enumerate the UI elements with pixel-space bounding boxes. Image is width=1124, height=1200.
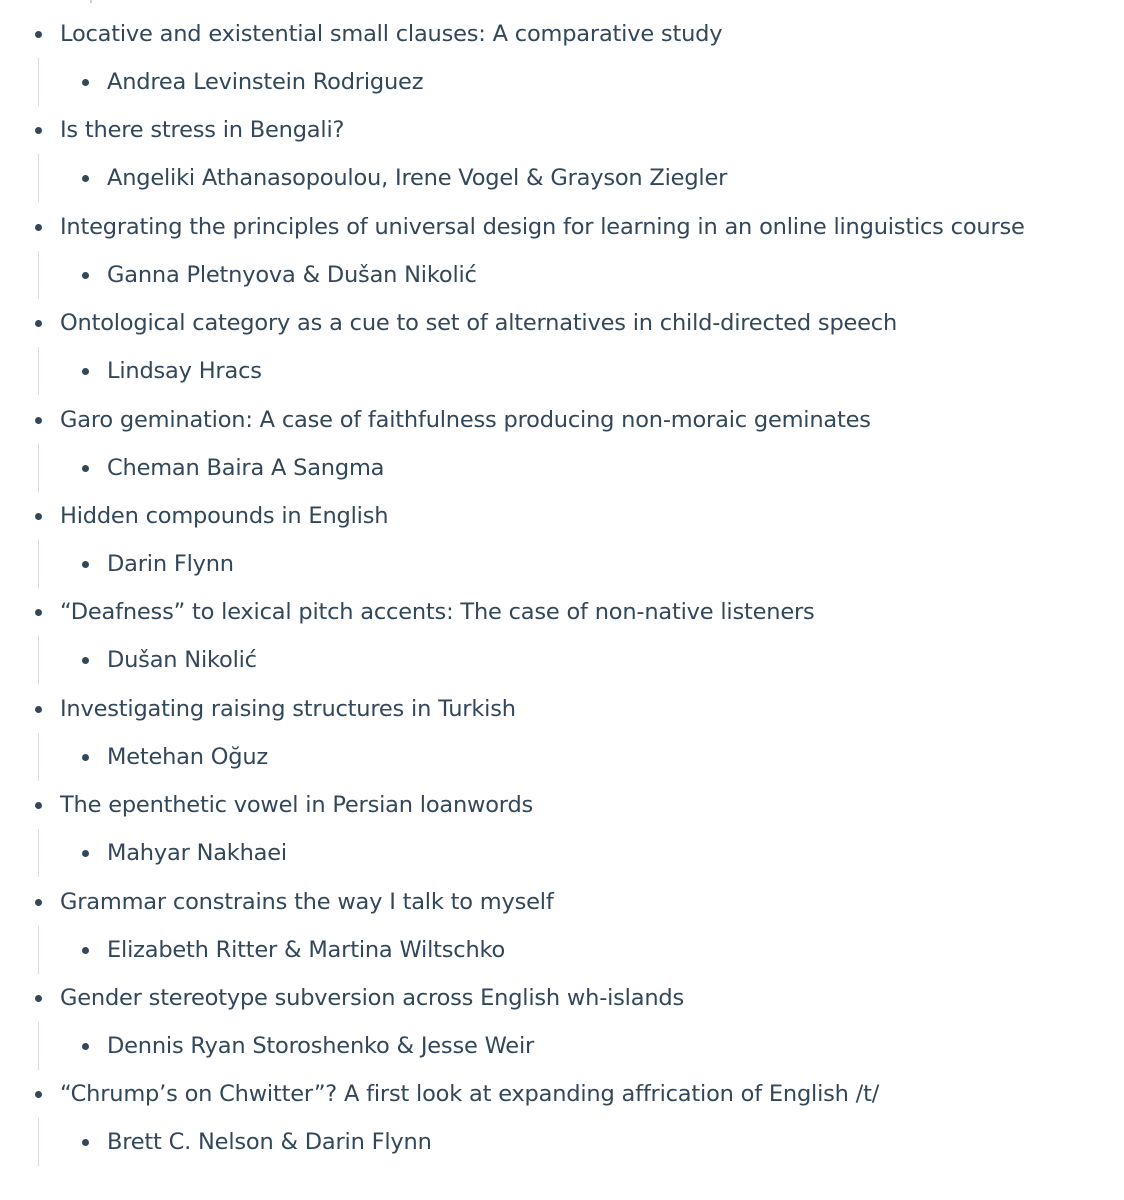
talk-authors: Cheman Baira A Sangma xyxy=(107,454,385,481)
bullet-icon xyxy=(35,417,42,424)
list-item xyxy=(0,299,1124,395)
bullet-icon xyxy=(82,1043,89,1050)
bullet-icon xyxy=(82,465,89,472)
bullet-icon xyxy=(82,561,89,568)
nested-list-rule xyxy=(38,636,39,684)
bullet-icon xyxy=(35,224,42,231)
nested-list-rule xyxy=(38,926,39,974)
list-item xyxy=(0,974,1124,1070)
bullet-icon xyxy=(82,368,89,375)
talk-title-row xyxy=(0,203,1124,251)
talk-authors: Mahyar Nakhaei xyxy=(107,840,287,867)
talk-authors-row xyxy=(0,251,1124,299)
talk-title: Garo gemination: A case of faithfulness producing non-moraic geminates xyxy=(60,406,871,433)
talk-title-row xyxy=(0,299,1124,347)
nested-list-rule xyxy=(38,154,39,202)
list-item xyxy=(0,685,1124,781)
bullet-icon xyxy=(82,272,89,279)
talk-title-row xyxy=(0,396,1124,444)
talk-title: Is there stress in Bengali? xyxy=(60,117,345,144)
list-item xyxy=(0,588,1124,684)
talk-authors: Brett C. Nelson & Darin Flynn xyxy=(107,1129,432,1156)
bullet-icon xyxy=(35,513,42,520)
talk-authors-row xyxy=(0,154,1124,202)
nested-list-rule xyxy=(38,444,39,492)
list-item xyxy=(0,878,1124,974)
bullet-icon xyxy=(82,754,89,761)
list-item xyxy=(0,203,1124,299)
list-item xyxy=(0,781,1124,877)
talk-authors-row xyxy=(0,540,1124,588)
talk-title: Hidden compounds in English xyxy=(60,502,389,529)
bullet-icon xyxy=(35,802,42,809)
talk-title-row xyxy=(0,10,1124,58)
nested-list-rule xyxy=(38,1118,39,1166)
nested-list-rule xyxy=(38,733,39,781)
bullet-icon xyxy=(35,320,42,327)
bullet-icon xyxy=(82,657,89,664)
talk-title-row xyxy=(0,878,1124,926)
bullet-icon xyxy=(35,31,42,38)
bullet-icon xyxy=(35,127,42,134)
talk-authors-row xyxy=(0,926,1124,974)
talk-authors: Ganna Pletnyova & Dušan Nikolić xyxy=(107,261,477,288)
bullet-icon xyxy=(35,706,42,713)
nested-list-rule xyxy=(38,829,39,877)
talk-title: Integrating the principles of universal design for learning in an online linguistics course xyxy=(60,213,1025,240)
talk-list xyxy=(0,10,1124,1167)
talk-authors: Elizabeth Ritter & Martina Wiltschko xyxy=(107,936,506,963)
list-item xyxy=(0,396,1124,492)
scroll-edge-mark xyxy=(90,0,92,3)
bullet-icon xyxy=(82,79,89,86)
list-item xyxy=(0,10,1124,106)
talk-authors-row xyxy=(0,444,1124,492)
talk-authors: Dušan Nikolić xyxy=(107,647,257,674)
talk-title-row xyxy=(0,492,1124,540)
bullet-icon xyxy=(82,175,89,182)
talk-authors-row xyxy=(0,636,1124,684)
talk-title: Grammar constrains the way I talk to myself xyxy=(60,888,554,915)
talk-title-row xyxy=(0,106,1124,154)
talk-title: “Deafness” to lexical pitch accents: The case of non-native listeners xyxy=(60,599,815,626)
talk-title: Gender stereotype subversion across English wh-islands xyxy=(60,984,684,1011)
talk-title: Locative and existential small clauses: A comparative study xyxy=(60,21,723,47)
nested-list-rule xyxy=(38,251,39,299)
talk-title: The epenthetic vowel in Persian loanwords xyxy=(60,792,534,819)
talk-authors: Lindsay Hracs xyxy=(107,358,262,385)
list-item xyxy=(0,106,1124,202)
talk-authors-row xyxy=(0,1022,1124,1070)
talk-title: “Chrump’s on Chwitter”? A first look at expanding affrication of English /t/ xyxy=(60,1081,880,1108)
bullet-icon xyxy=(82,1139,89,1146)
talk-title-row xyxy=(0,1070,1124,1118)
talk-authors: Andrea Levinstein Rodriguez xyxy=(107,69,424,95)
talk-authors-row xyxy=(0,733,1124,781)
talk-authors: Darin Flynn xyxy=(107,550,234,577)
talk-title-row xyxy=(0,974,1124,1022)
talk-authors-row xyxy=(0,1118,1124,1166)
nested-list-rule xyxy=(38,58,39,106)
nested-list-rule xyxy=(38,1022,39,1070)
bullet-icon xyxy=(35,995,42,1002)
talk-title-row xyxy=(0,588,1124,636)
bullet-icon xyxy=(82,947,89,954)
bullet-icon xyxy=(35,1091,42,1098)
talk-authors-row xyxy=(0,347,1124,395)
nested-list-rule xyxy=(38,347,39,395)
talk-authors-row xyxy=(0,58,1124,106)
bullet-icon xyxy=(35,609,42,616)
list-item xyxy=(0,492,1124,588)
nested-list-rule xyxy=(38,540,39,588)
talk-title-row xyxy=(0,781,1124,829)
bullet-icon xyxy=(35,899,42,906)
list-item xyxy=(0,1070,1124,1166)
talk-title: Ontological category as a cue to set of alternatives in child-directed speech xyxy=(60,310,898,337)
bullet-icon xyxy=(82,850,89,857)
talk-title: Investigating raising structures in Turkish xyxy=(60,695,516,722)
talk-title-row xyxy=(0,685,1124,733)
talk-authors: Metehan Oğuz xyxy=(107,743,269,770)
talk-authors-row xyxy=(0,829,1124,877)
talk-authors: Angeliki Athanasopoulou, Irene Vogel & Grayson Ziegler xyxy=(107,165,728,192)
talk-authors: Dennis Ryan Storoshenko & Jesse Weir xyxy=(107,1032,535,1059)
